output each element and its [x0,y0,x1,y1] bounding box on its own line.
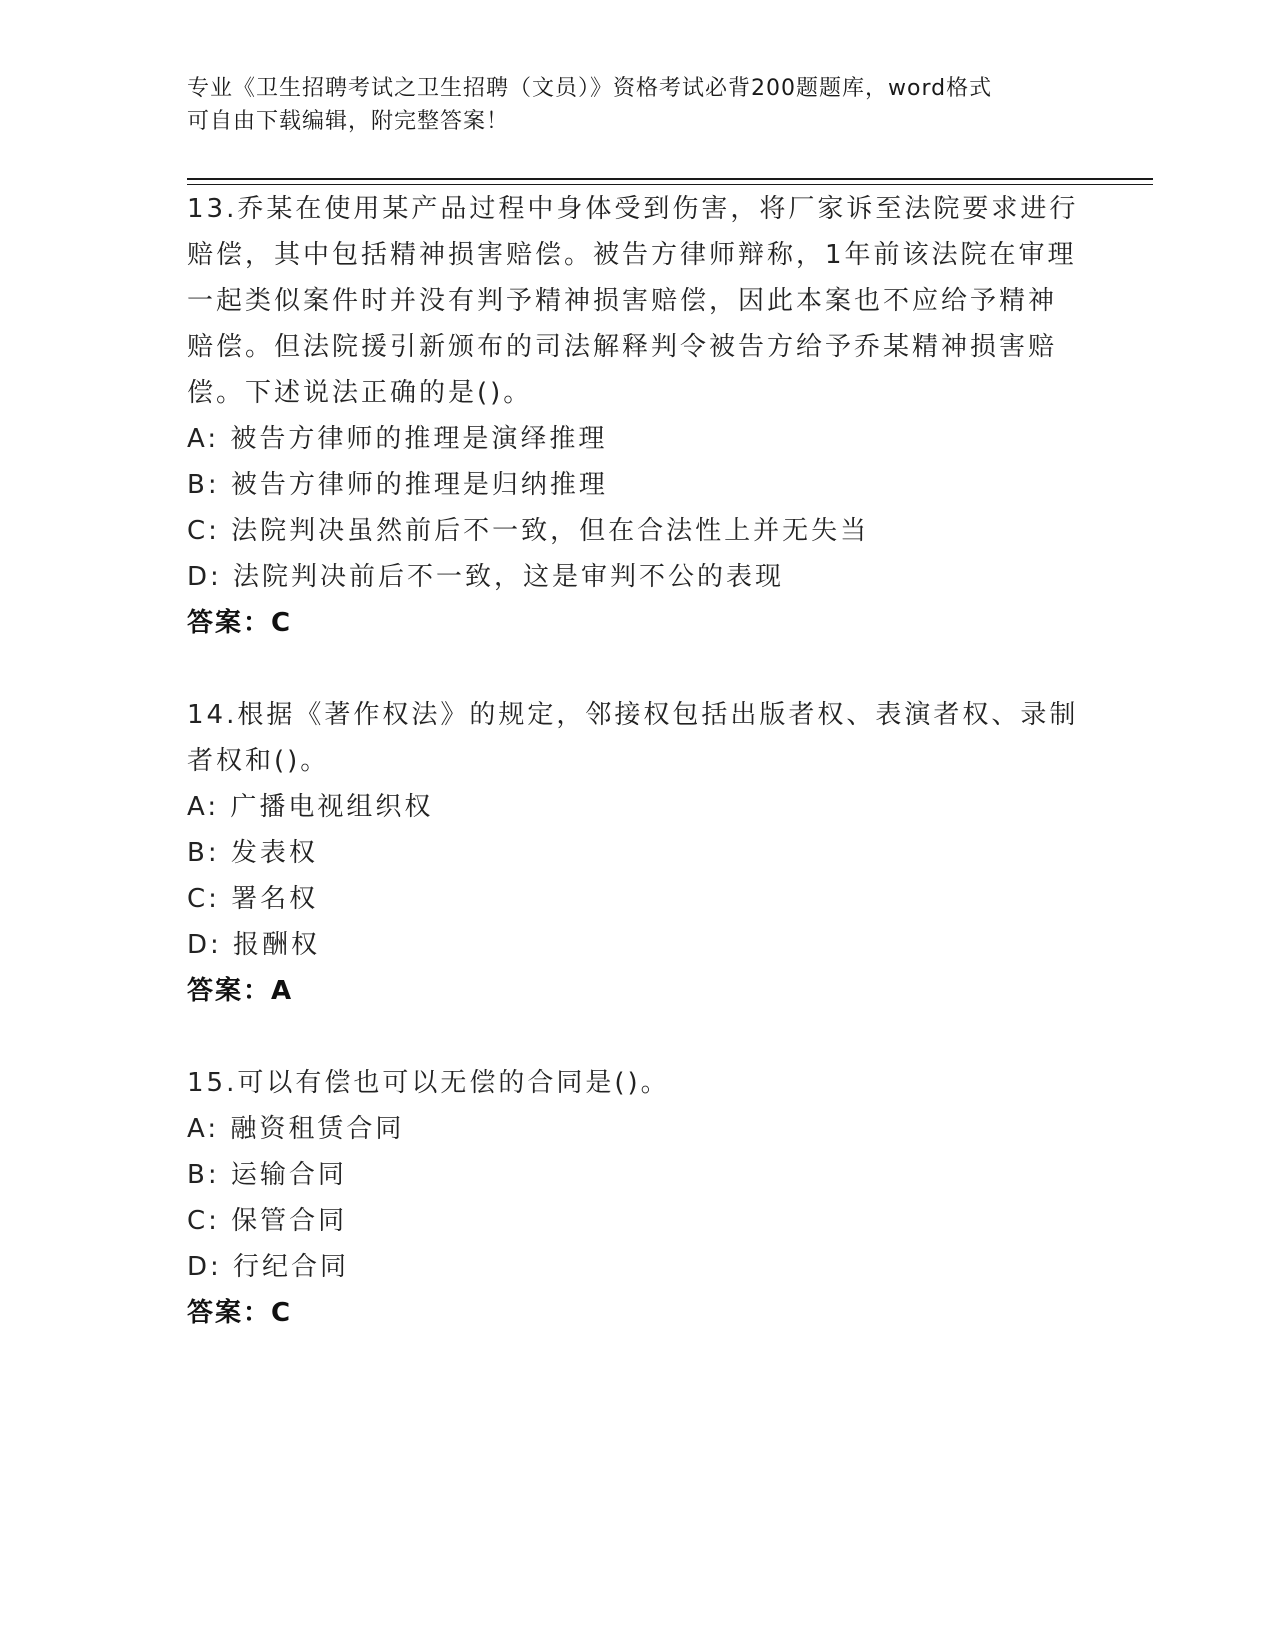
answer-label: 答案：C [187,608,293,638]
option-c: C: 署名权 [187,884,319,914]
question-stem-line: 赔偿，其中包括精神损害赔偿。被告方律师辩称，1年前该法院在审理 [187,240,1077,270]
option-d: D: 行纪合同 [187,1252,350,1282]
option-b: B: 发表权 [187,838,318,868]
option-a: A: 广播电视组织权 [187,792,434,822]
header-divider-thick [187,178,1153,180]
answer-label: 答案：A [187,976,294,1006]
question-stem-line: 赔偿。但法院援引新颁布的司法解释判令被告方给予乔某精神损害赔 [187,332,1058,362]
option-c: C: 法院判决虽然前后不一致，但在合法性上并无失当 [187,516,870,546]
question-stem-line: 14.根据《著作权法》的规定，邻接权包括出版者权、表演者权、录制 [187,700,1079,730]
question-stem-line: 15.可以有偿也可以无偿的合同是()。 [187,1068,670,1098]
header-divider-thin [187,184,1153,185]
option-d: D: 法院判决前后不一致，这是审判不公的表现 [187,562,785,592]
question-13 [187,186,1087,646]
option-b: B: 运输合同 [187,1160,347,1190]
option-a: A: 被告方律师的推理是演绎推理 [187,424,608,454]
document-header [187,72,1067,138]
question-list [187,186,1087,1382]
header-line-2: 可自由下载编辑，附完整答案！ [187,109,510,134]
question-stem-line: 13.乔某在使用某产品过程中身体受到伤害，将厂家诉至法院要求进行 [187,194,1079,224]
option-d: D: 报酬权 [187,930,321,960]
option-b: B: 被告方律师的推理是归纳推理 [187,470,608,500]
header-line-1: 专业《卫生招聘考试之卫生招聘（文员）》资格考试必背200题题库，word格式 [187,76,993,101]
option-c: C: 保管合同 [187,1206,348,1236]
question-stem-line: 偿。下述说法正确的是()。 [187,378,533,408]
question-15 [187,1060,1087,1336]
question-stem-line: 一起类似案件时并没有判予精神损害赔偿，因此本案也不应给予精神 [187,286,1058,316]
option-a: A: 融资租赁合同 [187,1114,405,1144]
question-stem-line: 者权和()。 [187,746,330,776]
answer-label: 答案：C [187,1298,293,1328]
question-14 [187,692,1087,1014]
